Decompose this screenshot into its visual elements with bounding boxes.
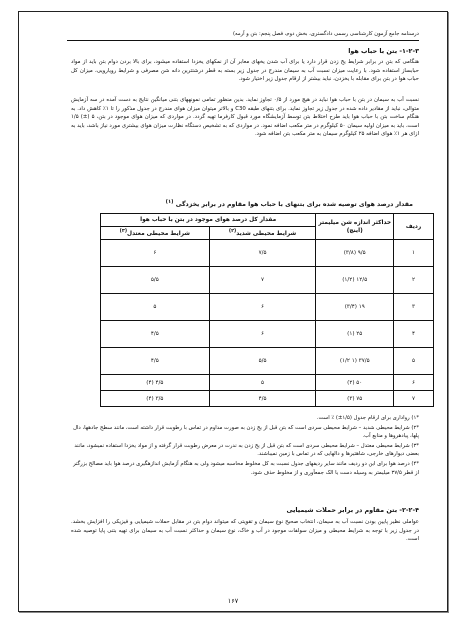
cell-severe: ۵ bbox=[209, 375, 316, 391]
cell-row-number: ۲ bbox=[394, 267, 434, 294]
cell-aggregate: ۱۲/۵ (۱/۲) bbox=[316, 267, 394, 294]
cell-moderate: ۴/۵ bbox=[101, 321, 210, 348]
cell-moderate: ۵/۵ bbox=[101, 267, 210, 294]
cell-row-number: ۳ bbox=[394, 294, 434, 321]
section-heading-air-entrained: ۱-۲-۳- بتن با حباب هوا bbox=[348, 47, 419, 55]
cell-aggregate: ۹/۵ (۳/۸) bbox=[316, 240, 394, 267]
paragraph-text: نسبت آب به سیمان در بتن با حباب هوا نباید در هیچ مورد از ۰/۵ تجاوز نماید. بدین منظور تمامی نمونههای بتنی میانگین نتایج به دست آمده در سه آزمایش متوالی، نباید از مقادیر داده شده در جدول زیر تجاوز نماید. برای بتنهای طبقه C30 و بالاتر میتوان میزان هوای مندرج در جدول مذکور را تا ۱٪ کاهش داد. به هنگام ساخت بتن با حباب هوا باید طرح اختلاط بتن توسط آزمایشگاه مورد قبول کارفرما تهیه گردد. در مواردی که میزان هوای موجود در بتن، ۵ (±) ۱/۵ است، باید به میزان اولیه سیمان ۵۰ کیلوگرم در متر مکعب اضافه نمود. در مواردی که به تشخیص دستگاه نظارت میزان هوای بیشتری مورد نیاز باشد، باید به ازای هر ۱٪ هوای اضافه ۲۵ کیلوگرم سیمان به متر مکعب بتن اضافه شود. bbox=[71, 97, 419, 138]
table-row bbox=[101, 375, 434, 391]
header-row-number: ردیف bbox=[394, 214, 434, 240]
footnote: *۴) درصد هوا برای این دو ردیف مانند سایر ردیفهای جدول نسبت به کل مخلوط محاسبه میشود ولی به هنگام آزمایش اندازهگیری درصد هوا باید مصالح بزرگتر از قطر ۳۷/۵ میلیمتر به وسیله دست یا الک جمعآوری و از مخلوط حذف شود. bbox=[73, 460, 419, 476]
header-moderate-note: (۳) bbox=[119, 229, 128, 235]
header-aggregate-size: حداکثر اندازه شن میلیمتر (اینچ) bbox=[316, 214, 394, 240]
running-header: درسنامه جامع آزمون کارشناسی رسمی دادگستری، بخش دوم، فصل پنجم: بتن و آرمه) bbox=[67, 30, 419, 41]
paragraph-3 bbox=[71, 518, 419, 548]
header-moderate-text: شرایط محیطی معتدل bbox=[127, 230, 191, 237]
cell-moderate: ۳/۵ (۴) bbox=[101, 391, 210, 407]
cell-moderate: ۵ bbox=[101, 294, 210, 321]
cell-moderate: ۴/۵ bbox=[101, 348, 210, 375]
section-heading-chemical-resistance: ۲-۲-۴- بتن مقاوم در برابر حملات شیمیایی bbox=[286, 506, 419, 514]
cell-severe: ۴/۵ bbox=[209, 391, 316, 407]
cell-severe: ۵/۵ bbox=[209, 348, 316, 375]
footnote: *۳) شرایط محیطی معتدل – شرایط محیطی سردی است که بتن قبل از یخ زدن به ندرت در معرض رطوبت قرار گرفته و از مواد یخزدا استفاده نمیشود، مانند بعضی دیوارهای خارجی، شاهتیرها و دالهایی که در تماس با زمین نمیباشند. bbox=[74, 442, 419, 458]
table-row bbox=[101, 294, 434, 321]
cell-aggregate: ۲۵ (۱) bbox=[316, 321, 394, 348]
table-caption-note: (۱) bbox=[165, 199, 174, 205]
cell-row-number: ۵ bbox=[394, 348, 434, 375]
document-page bbox=[18, 11, 448, 612]
header-air-content: مقدار کل درصد هوای موجود در بتن با حباب هوا bbox=[101, 214, 316, 227]
cell-aggregate: ۵۰ (۲) bbox=[316, 375, 394, 391]
header-severe bbox=[209, 227, 316, 240]
cell-severe: ۷/۵ bbox=[209, 240, 316, 267]
paragraph-1 bbox=[71, 58, 419, 94]
paragraph-2 bbox=[71, 96, 419, 183]
header-severe-text: شرایط محیطی شدید bbox=[236, 230, 297, 237]
header-severe-note: (۲) bbox=[228, 229, 237, 235]
page-number: ۱۶۷ bbox=[227, 597, 239, 605]
cell-aggregate: ۱۹ (۳/۴) bbox=[316, 294, 394, 321]
cell-moderate: ۶ bbox=[101, 240, 210, 267]
cell-row-number: ۴ bbox=[394, 321, 434, 348]
header-moderate bbox=[101, 227, 210, 240]
cell-severe: ۷ bbox=[209, 267, 316, 294]
cell-severe: ۶ bbox=[209, 294, 316, 321]
table-caption bbox=[115, 198, 413, 209]
air-content-table bbox=[100, 213, 434, 407]
cell-row-number: ۱ bbox=[394, 240, 434, 267]
table-row bbox=[101, 321, 434, 348]
cell-aggregate: ۳۷/۵ (۱ ۱/۲) bbox=[316, 348, 394, 375]
table-row bbox=[101, 391, 434, 407]
table-caption-text: مقدار درصد هوای توصیه شده برای بتنهای با حباب هوا مقاوم در برابر یخزدگی bbox=[175, 201, 413, 209]
paragraph-text: عواملی نظیر پایین بودن نسبت آب به سیمان، انتخاب صحیح نوع سیمان و تقویتی که میتواند دوام بتن در مقابل حملات شیمیایی و فیزیکی را افزایش بخشد. در جدول زیر با توجه به شرایط محیطی و میزان سولفات موجود در آب و خاک، نوع سیمان و حداکثر نسبت آب به سیمان برای تهیه بتنی پایا توصیه شده است. bbox=[71, 519, 419, 543]
cell-row-number: ۶ bbox=[394, 375, 434, 391]
footnote: *۱) رواداری برای ارقام جدول (۱/۵±) ٪ است. bbox=[316, 415, 419, 421]
cell-moderate: ۴/۵ (۴) bbox=[101, 375, 210, 391]
table-row bbox=[101, 267, 434, 294]
footnote: *۲) شرایط محیطی شدید – شرایط محیطی سردی است که بتن قبل از یخ زدن به صورت مداوم در تماس با رطوبت قرار داشته است، مانند سطح جادهها، دال پلها، پیادهروها و منابع آب. bbox=[73, 424, 419, 440]
table-row bbox=[101, 240, 434, 267]
paragraph-text: هنگامی که بتن در برابر شرایط یخ زدن قرار دارد یا برای آب شدن یخهای معابر آن از نمکهای یخزدا استفاده میشود، برای بالا بردن دوام بتن باید از مواد حبابساز استفاده شود. با رعایت میزان نسبت آب به سیمان مندرج در جدول زیر بسته به قطر درشتترین دانه شن مصرفی و شرایط رویارویی، میزان کل حباب هوا در بتن برای مقابله با یخزدن، نباید بیشتر از ارقام جدول زیر اختیار شود. bbox=[71, 59, 419, 83]
cell-row-number: ۷ bbox=[394, 391, 434, 407]
table-row bbox=[101, 348, 434, 375]
cell-aggregate: ۷۵ (۳) bbox=[316, 391, 394, 407]
table-footnotes bbox=[71, 414, 419, 478]
cell-severe: ۶ bbox=[209, 321, 316, 348]
